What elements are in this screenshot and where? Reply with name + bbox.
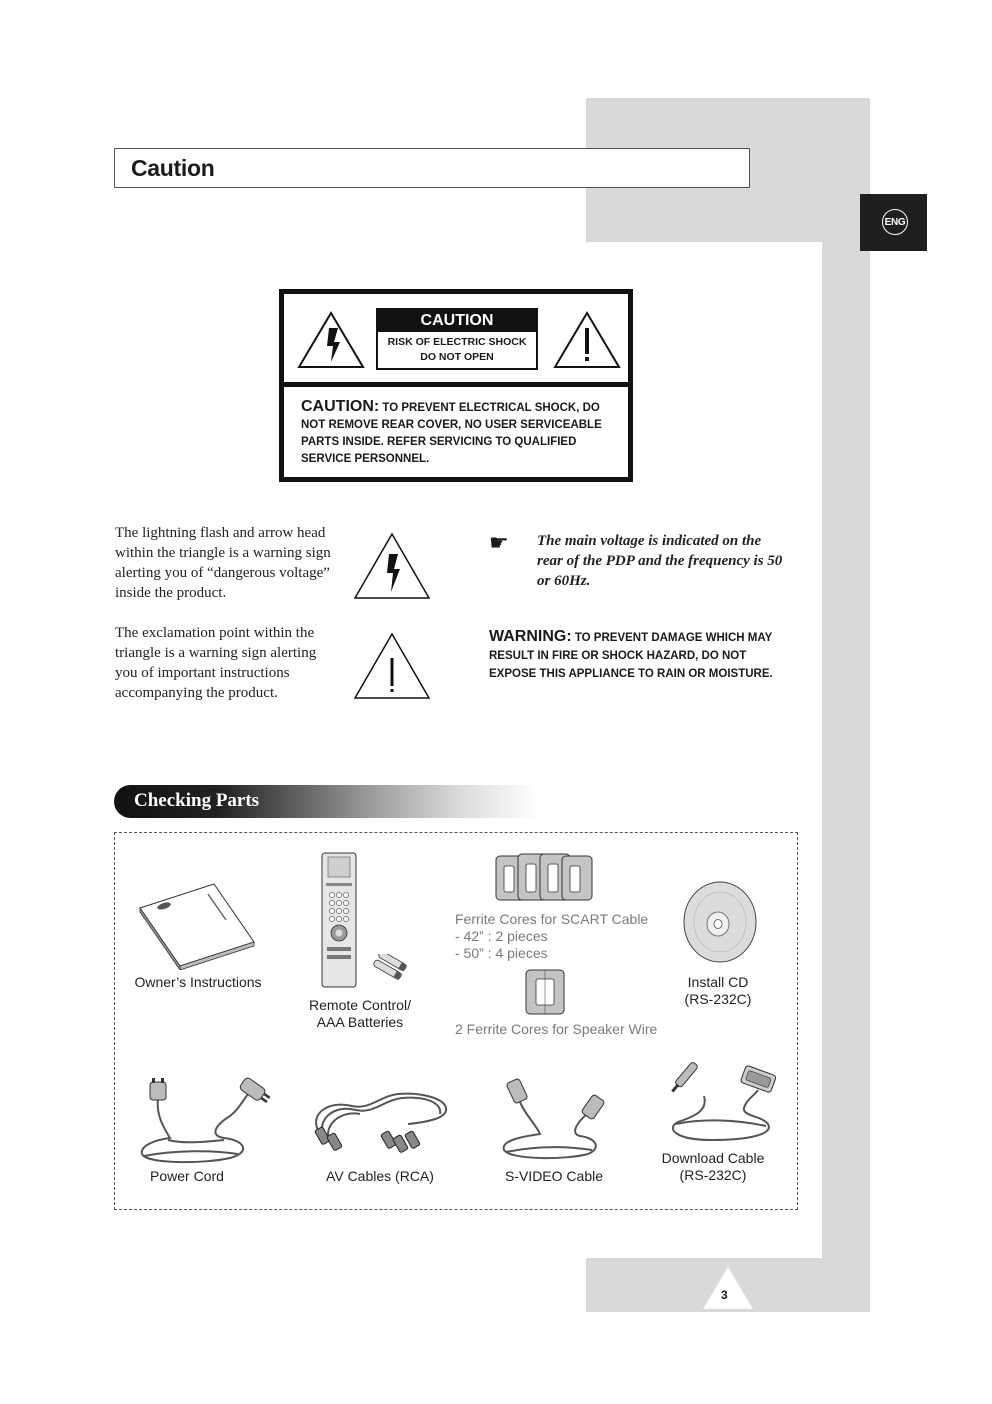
caption-remote-line2: AAA Batteries	[316, 1014, 404, 1030]
exclamation-warning-icon	[552, 310, 622, 375]
caution-label-center	[376, 308, 538, 370]
caption-ferrite-scart	[455, 911, 665, 962]
label-divider	[284, 382, 628, 387]
caption-owners-instructions: Owner’s Instructions	[134, 974, 262, 990]
pointing-hand-icon: ☛	[489, 530, 509, 555]
caption-ferrite-42: - 42” : 2 pieces	[455, 928, 548, 944]
caution-lead: CAUTION:	[301, 398, 380, 415]
caption-ferrite-speaker: 2 Ferrite Cores for Speaker Wire	[455, 1021, 658, 1037]
voltage-note: The main voltage is indicated on the rear of the PDP and the frequency is 50 or 60Hz.	[537, 533, 783, 589]
exclamation-explanation: The exclamation point within the triangle is a warning sign alerting you of important instructions accompanying the product.	[115, 625, 317, 701]
caption-remote-line1: Remote Control/	[309, 997, 411, 1013]
ferrite-cores-scart-icon	[494, 850, 600, 909]
page-number-triangle	[702, 1266, 754, 1315]
av-cables-icon	[308, 1084, 452, 1165]
caution-label-line1: RISK OF ELECTRIC SHOCK	[387, 336, 527, 348]
ferrite-cores-speaker-icon	[524, 968, 568, 1021]
page-title: Caution	[131, 155, 215, 181]
warning-lead: WARNING:	[489, 628, 572, 645]
checking-parts-header	[114, 785, 538, 818]
warning-text	[489, 628, 789, 683]
caption-remote-control	[296, 997, 424, 1031]
caution-label-line2: DO NOT OPEN	[420, 351, 494, 363]
caption-power-cord: Power Cord	[150, 1168, 224, 1184]
manual-icon	[136, 880, 256, 975]
caption-install-cd	[668, 974, 768, 1008]
lightning-warning-icon	[296, 310, 366, 375]
exclamation-triangle-icon	[353, 632, 431, 705]
language-tab	[860, 194, 927, 251]
page-number: 3	[721, 1288, 728, 1302]
caption-s-video-cable: S-VIDEO Cable	[504, 1168, 604, 1184]
section-title-box	[114, 148, 750, 188]
lightning-explanation: The lightning flash and arrow head within the triangle is a warning sign alerting you of “dangerous voltage” inside the product.	[115, 525, 331, 601]
remote-control-icon	[320, 851, 360, 994]
caption-download-line1: Download Cable	[661, 1150, 765, 1166]
caution-body: TO PREVENT ELECTRICAL SHOCK, DO NOT REMOVE REAR COVER, NO USER SERVICEABLE PARTS INSIDE. REFER SERVICING TO QUALIFIED SERVICE PERSONNEL.	[301, 402, 602, 465]
lightning-triangle-icon	[353, 532, 431, 605]
caption-cd-line1: Install CD	[687, 974, 749, 990]
caption-cd-line2: (RS-232C)	[684, 991, 752, 1007]
caption-download-cable	[656, 1150, 770, 1184]
caution-label-header: CAUTION	[378, 310, 536, 332]
warning-body: TO PREVENT DAMAGE WHICH MAY RESULT IN FIRE OR SHOCK HAZARD, DO NOT EXPOSE THIS APPLIANCE TO RAIN OR MOISTURE.	[489, 632, 773, 680]
caption-download-line2: (RS-232C)	[679, 1167, 747, 1183]
power-cord-icon	[134, 1076, 274, 1173]
caption-ferrite-scart-title: Ferrite Cores for SCART Cable	[455, 911, 649, 927]
caution-label	[279, 289, 633, 482]
page-decoration-side	[822, 98, 870, 1312]
checking-parts-title: Checking Parts	[134, 790, 260, 811]
language-label: ENG	[882, 209, 908, 235]
caution-label-text	[301, 398, 621, 468]
caption-av-cables: AV Cables (RCA)	[326, 1168, 434, 1184]
caption-ferrite-50: - 50” : 4 pieces	[455, 945, 548, 961]
download-cable-icon	[664, 1060, 780, 1149]
batteries-icon	[370, 954, 410, 985]
cd-icon	[682, 880, 760, 969]
s-video-cable-icon	[496, 1078, 608, 1169]
